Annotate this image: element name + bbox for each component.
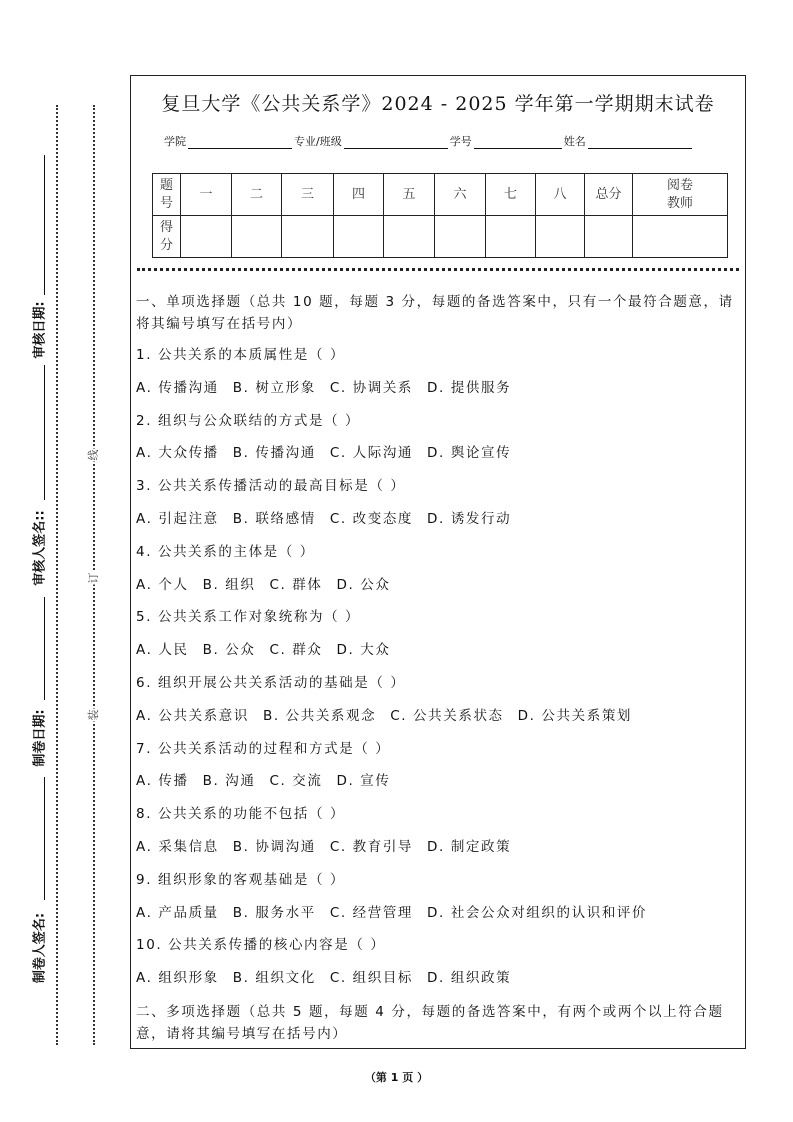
signature-line <box>44 365 45 500</box>
name-label: 姓名 <box>563 135 586 148</box>
question-text: 9. 组织形象的客观基础是（ ） <box>136 871 346 888</box>
score-cell[interactable] <box>181 216 232 258</box>
exam-frame <box>130 75 746 1049</box>
option: B. 服务水平 <box>232 904 316 921</box>
student-id-field[interactable] <box>474 136 562 149</box>
score-label: 得分 <box>153 216 181 258</box>
option: B. 协调沟通 <box>232 838 316 855</box>
reviewer-signature-label: 审核人签名:: <box>32 510 48 586</box>
column-header: 三 <box>282 174 334 216</box>
option: D. 宣传 <box>336 773 391 790</box>
option: D. 公众 <box>336 576 391 593</box>
major-class-field[interactable] <box>344 136 448 149</box>
question-options <box>136 700 741 733</box>
column-header: 总分 <box>585 174 633 216</box>
option: A. 组织形象 <box>136 970 219 987</box>
option: D. 组织政策 <box>427 970 512 987</box>
question-options <box>136 897 741 930</box>
option: B. 沟通 <box>202 773 256 790</box>
option: C. 交流 <box>269 773 323 790</box>
signature-line <box>44 155 45 295</box>
question-options <box>136 503 741 536</box>
score-table-score-row <box>153 216 728 258</box>
question-options <box>136 372 741 405</box>
option: B. 组织 <box>202 576 256 593</box>
college-field[interactable] <box>188 136 292 149</box>
section1-heading: 一、单项选择题（总共 10 题，每题 3 分，每题的备选答案中，只有一个最符合题意，请将其编号填写在括号内） <box>136 294 734 332</box>
score-table <box>152 173 728 258</box>
question-text: 5. 公共关系工作对象统称为（ ） <box>136 609 361 626</box>
column-header: 五 <box>384 174 435 216</box>
option: B. 树立形象 <box>232 379 316 396</box>
name-field[interactable] <box>588 136 692 149</box>
question-options <box>136 962 741 995</box>
option: B. 公共关系观念 <box>262 707 377 724</box>
exam-content <box>136 291 741 1045</box>
option: C. 改变态度 <box>329 510 414 527</box>
section2-heading: 二、多项选择题（总共 5 题，每题 4 分，每题的备选答案中，有两个或两个以上符合题意，请将其编号填写在括号内） <box>136 1003 724 1042</box>
score-cell[interactable] <box>232 216 282 258</box>
option: C. 协调关系 <box>329 379 414 396</box>
option: D. 提供服务 <box>427 379 512 396</box>
column-header: 阅卷教师 <box>633 174 728 216</box>
question-text: 7. 公共关系活动的过程和方式是（ ） <box>136 740 391 757</box>
option: A. 产品质量 <box>136 904 219 921</box>
option: C. 教育引导 <box>329 838 414 855</box>
score-cell[interactable] <box>282 216 334 258</box>
question-text: 2. 组织与公众联结的方式是（ ） <box>136 412 361 429</box>
option: C. 群众 <box>269 642 323 659</box>
paper-date-label: 制卷日期: <box>32 709 48 767</box>
page-number: （第 1 页 ） <box>364 1071 429 1084</box>
score-cell[interactable] <box>486 216 536 258</box>
option: B. 组织文化 <box>232 970 316 987</box>
column-header: 一 <box>181 174 232 216</box>
column-header: 八 <box>536 174 585 216</box>
option: B. 联络感情 <box>232 510 316 527</box>
binding-char-zhuang: 装 <box>87 709 100 721</box>
option: A. 人民 <box>136 642 189 659</box>
option: A. 大众传播 <box>136 445 219 462</box>
question-options <box>136 765 741 798</box>
score-cell[interactable] <box>435 216 486 258</box>
college-label: 学院 <box>164 135 186 148</box>
exam-title: 复旦大学《公共关系学》2024 - 2025 学年第一学期期末试卷 <box>161 93 715 115</box>
question-options <box>136 437 741 470</box>
question-number-label: 题号 <box>153 174 181 216</box>
option: A. 引起注意 <box>136 510 219 527</box>
paper-maker-signature-label: 制卷人签名: <box>32 912 48 984</box>
signature-line <box>44 597 45 700</box>
dotted-separator <box>137 268 739 271</box>
column-header: 四 <box>334 174 384 216</box>
option: C. 组织目标 <box>329 970 414 987</box>
major-class-label: 专业/班级 <box>294 135 342 148</box>
column-header: 二 <box>232 174 282 216</box>
option: D. 制定政策 <box>427 838 512 855</box>
binding-dotted-line-outer <box>56 105 58 1045</box>
option: D. 大众 <box>336 642 391 659</box>
question-options <box>136 831 741 864</box>
question-options <box>136 634 741 667</box>
option: B. 传播沟通 <box>232 445 316 462</box>
option: C. 群体 <box>269 576 323 593</box>
option: D. 舆论宣传 <box>427 445 512 462</box>
column-header: 七 <box>486 174 536 216</box>
question-text: 4. 公共关系的主体是（ ） <box>136 543 315 560</box>
option: C. 人际沟通 <box>329 445 414 462</box>
student-id-label: 学号 <box>449 135 472 148</box>
option: C. 经营管理 <box>329 904 414 921</box>
question-text: 1. 公共关系的本质属性是（ ） <box>136 347 346 363</box>
option: D. 公共关系策划 <box>517 707 633 724</box>
signature-line <box>44 777 45 900</box>
score-cell[interactable] <box>585 216 633 258</box>
score-cell[interactable] <box>334 216 384 258</box>
student-info-row <box>164 133 694 149</box>
score-cell[interactable] <box>536 216 585 258</box>
review-date-label: 审核日期: <box>32 301 48 359</box>
question-text: 10. 公共关系传播的核心内容是（ ） <box>136 937 386 954</box>
option: D. 诱发行动 <box>427 510 512 527</box>
option: A. 传播 <box>136 773 189 790</box>
option: D. 社会公众对组织的认识和评价 <box>427 904 648 921</box>
option: A. 个人 <box>136 576 189 593</box>
question-text: 8. 公共关系的功能不包括（ ） <box>136 806 346 823</box>
score-cell[interactable] <box>633 216 728 258</box>
question-text: 6. 组织开展公共关系活动的基础是（ ） <box>136 674 406 691</box>
question-list <box>136 339 741 995</box>
binding-char-ding: 订 <box>87 572 100 584</box>
option: A. 传播沟通 <box>136 379 219 396</box>
binding-char-xian: 线 <box>87 449 100 461</box>
option: A. 公共关系意识 <box>136 707 249 724</box>
question-text: 3. 公共关系传播活动的最高目标是（ ） <box>136 478 406 495</box>
option: B. 公众 <box>202 642 256 659</box>
option: C. 公共关系状态 <box>390 707 504 724</box>
score-table-header-row <box>153 174 728 216</box>
column-header: 六 <box>435 174 486 216</box>
option: A. 采集信息 <box>136 838 219 855</box>
question-options <box>136 569 741 602</box>
score-cell[interactable] <box>384 216 435 258</box>
